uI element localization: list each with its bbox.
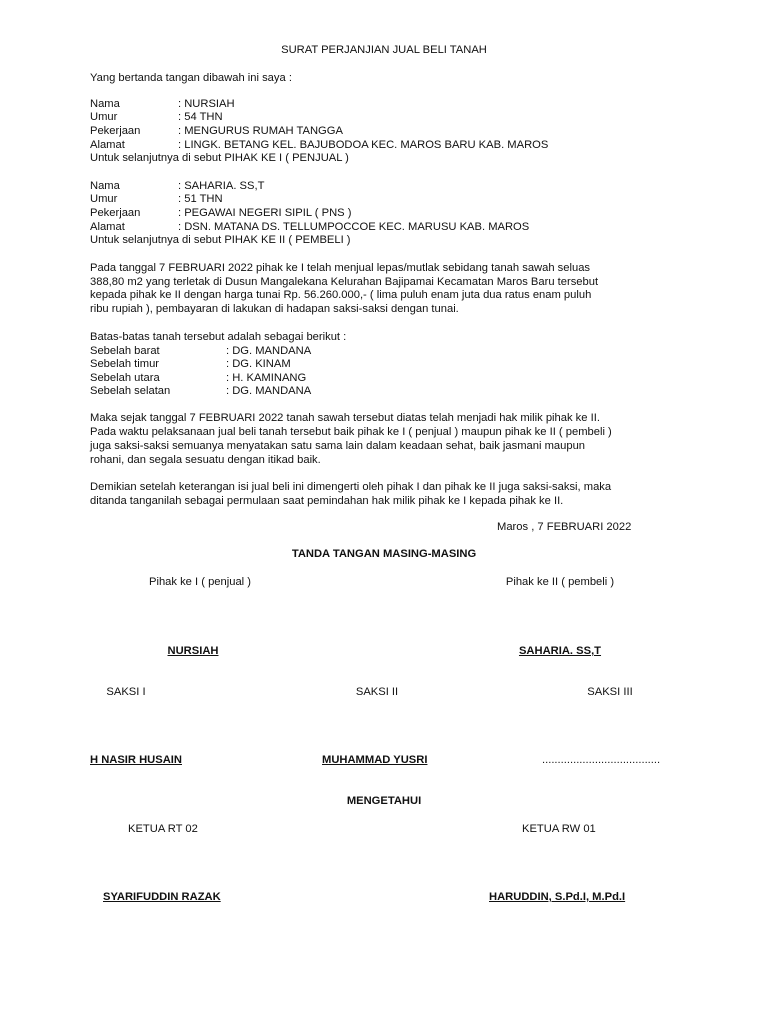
party2-name-value: : SAHARIA. SS,T <box>178 180 265 192</box>
boundary-north-label: Sebelah utara <box>90 372 160 384</box>
rt-label: KETUA RT 02 <box>128 823 198 835</box>
seller-label: Pihak ke I ( penjual ) <box>149 576 251 588</box>
party2-job-label: Pekerjaan <box>90 207 141 219</box>
witness3-name: ...................................... <box>542 754 661 766</box>
party2-note: Untuk selanjutnya di sebut PIHAK KE II ( PEMBELI ) <box>90 234 351 246</box>
witness2-label: SAKSI II <box>355 686 399 698</box>
document-title: SURAT PERJANJIAN JUAL BELI TANAH <box>281 44 487 56</box>
party1-address-value: : LINGK. BETANG KEL. BAJUBODOA KEC. MAROS BARU KAB. MAROS <box>178 139 549 151</box>
party2-job-value: : PEGAWAI NEGERI SIPIL ( PNS ) <box>178 207 352 219</box>
rw-label: KETUA RW 01 <box>522 823 596 835</box>
place-date: Maros , 7 FEBRUARI 2022 <box>497 521 632 533</box>
boundary-west-label: Sebelah barat <box>90 345 160 357</box>
party1-age-label: Umur <box>90 111 118 123</box>
party1-job-label: Pekerjaan <box>90 125 141 137</box>
boundaries-heading: Batas-batas tanah tersebut adalah sebagai berikut : <box>90 331 347 343</box>
paragraph-line: Maka sejak tanggal 7 FEBRUARI 2022 tanah sawah tersebut diatas telah menjadi hak milik pihak ke II. <box>90 412 600 424</box>
boundary-south-value: : DG. MANDANA <box>226 385 312 397</box>
party1-name-value: : NURSIAH <box>178 98 235 110</box>
party1-name-label: Nama <box>90 98 120 110</box>
buyer-label: Pihak ke II ( pembeli ) <box>505 576 615 588</box>
witness1-label: SAKSI I <box>106 686 146 698</box>
party1-age-value: : 54 THN <box>178 111 223 123</box>
boundary-north-value: : H. KAMINANG <box>226 372 307 384</box>
witness2-name: MUHAMMAD YUSRI <box>322 754 428 766</box>
party2-address-label: Alamat <box>90 221 125 233</box>
paragraph-line: juga saksi-saksi semuanya menyatakan satu sama lain dalam keadaan sehat, baik jasmani maupun <box>90 440 586 452</box>
paragraph-line: kepada pihak ke II dengan harga tunai Rp. 56.260.000,- ( lima puluh enam juta dua ratus enam puluh <box>90 289 592 301</box>
witness1-name: H NASIR HUSAIN <box>90 754 182 766</box>
buyer-name: SAHARIA. SS,T <box>518 645 602 657</box>
rt-name: SYARIFUDDIN RAZAK <box>103 891 221 903</box>
boundary-west-value: : DG. MANDANA <box>226 345 312 357</box>
seller-name: NURSIAH <box>167 645 219 657</box>
paragraph-line: ditanda tanganilah sebagai permulaan saat pemindahan hak milik pihak ke I kepada pihak ke II. <box>90 495 564 507</box>
intro-text: Yang bertanda tangan dibawah ini saya : <box>90 72 292 84</box>
party2-age-label: Umur <box>90 193 118 205</box>
party2-address-value: : DSN. MATANA DS. TELLUMPOCCOE KEC. MARUSU KAB. MAROS <box>178 221 530 233</box>
paragraph-line: ribu rupiah ), pembayaran di lakukan di hadapan saksi-saksi dengan tunai. <box>90 303 459 315</box>
party2-name-label: Nama <box>90 180 120 192</box>
paragraph-line: 388,80 m2 yang terletak di Dusun Mangalekana Kelurahan Bajipamai Kecamatan Maros Baru tersebut <box>90 276 599 288</box>
party1-address-label: Alamat <box>90 139 125 151</box>
rw-name: HARUDDIN, S.Pd.I, M.Pd.I <box>489 891 626 903</box>
signatures-heading: TANDA TANGAN MASING-MASING <box>291 548 477 560</box>
party2-age-value: : 51 THN <box>178 193 223 205</box>
witness3-label: SAKSI III <box>587 686 633 698</box>
paragraph-line: Pada tanggal 7 FEBRUARI 2022 pihak ke I telah menjual lepas/mutlak sebidang tanah sawah seluas <box>90 262 591 274</box>
party1-note: Untuk selanjutnya di sebut PIHAK KE I ( PENJUAL ) <box>90 152 349 164</box>
paragraph-line: Demikian setelah keterangan isi jual beli ini dimengerti oleh pihak I dan pihak ke II juga saksi-saksi, maka <box>90 481 612 493</box>
party1-job-value: : MENGURUS RUMAH TANGGA <box>178 125 343 137</box>
boundary-east-value: : DG. KINAM <box>226 358 291 370</box>
paragraph-line: Pada waktu pelaksanaan jual beli tanah tersebut baik pihak ke I ( penjual ) maupun pihak ke II ( pembeli ) <box>90 426 612 438</box>
paragraph-line: rohani, dan segala sesuatu dengan itikad baik. <box>90 454 321 466</box>
boundary-east-label: Sebelah timur <box>90 358 160 370</box>
acknowledgement-heading: MENGETAHUI <box>346 795 422 807</box>
boundary-south-label: Sebelah selatan <box>90 385 171 397</box>
